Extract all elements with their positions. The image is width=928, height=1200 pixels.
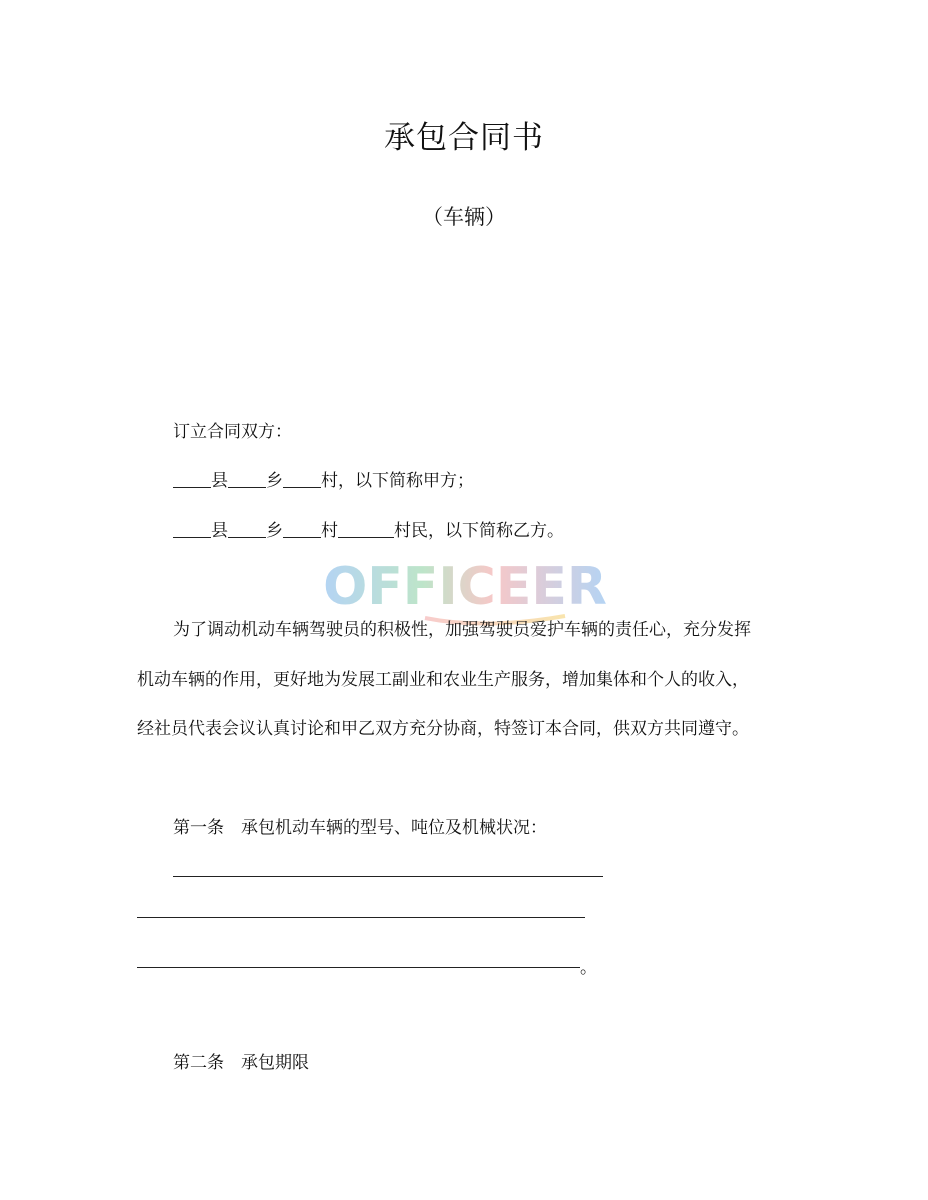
preamble-line: 经社员代表会议认真讨论和甲乙双方充分协商，特签订本合同，供双方共同遵守。 — [137, 719, 749, 739]
county-label: 县 — [211, 521, 228, 541]
fill-in-line — [173, 876, 603, 877]
watermark-text: OFFICEER — [323, 558, 607, 617]
township-blank — [228, 473, 266, 488]
party-b-suffix: ，以下简称乙方。 — [428, 521, 564, 541]
party-a-line — [173, 466, 474, 491]
fill-in-line — [137, 967, 580, 968]
village-blank — [283, 523, 321, 538]
village-label: 村 — [321, 471, 338, 491]
village-label: 村 — [321, 521, 338, 541]
member-blank — [338, 523, 394, 538]
document-subtitle: （车辆） — [422, 205, 506, 229]
county-blank — [173, 523, 211, 538]
township-label: 乡 — [266, 471, 283, 491]
party-a-suffix: ，以下简称甲方； — [338, 471, 474, 491]
article-1-heading: 第一条 承包机动车辆的型号、吨位及机械状况： — [173, 818, 547, 838]
township-blank — [228, 523, 266, 538]
parties-heading: 订立合同双方： — [173, 422, 292, 442]
county-blank — [173, 473, 211, 488]
article-2-heading: 第二条 承包期限 — [173, 1053, 309, 1073]
fill-in-line — [137, 917, 585, 918]
preamble-line: 机动车辆的作用，更好地为发展工副业和农业生产服务，增加集体和个人的收入， — [137, 670, 749, 690]
line-end-period: 。 — [580, 958, 597, 978]
preamble-line: 为了调动机动车辆驾驶员的积极性，加强驾驶员爱护车辆的责任心，充分发挥 — [173, 620, 751, 640]
party-b-line — [173, 516, 564, 541]
township-label: 乡 — [266, 521, 283, 541]
village-blank — [283, 473, 321, 488]
document-title: 承包合同书 — [384, 120, 544, 156]
member-label: 村民 — [394, 521, 428, 541]
county-label: 县 — [211, 471, 228, 491]
